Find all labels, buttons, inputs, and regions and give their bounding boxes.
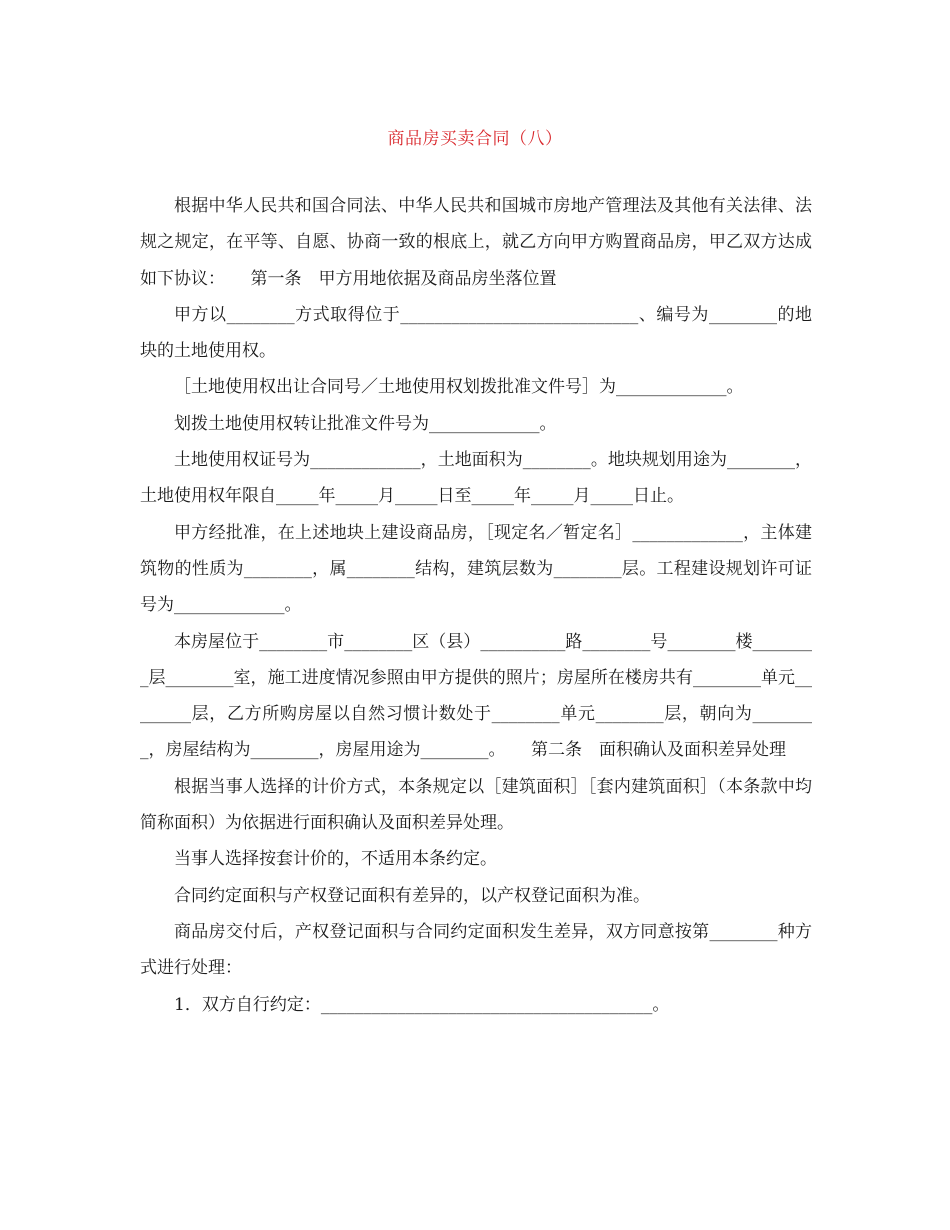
paragraph-land-acquisition: 甲方以________方式取得位于____________________________、编号为________的地块的土地使用权。 [140,304,812,362]
document-title: 商品房买卖合同（八） [387,129,563,149]
paragraph-registered-area: 合同约定面积与产权登记面积有差异的，以产权登记面积为准。 [174,885,650,906]
paragraph-house-location: 本房屋位于________市________区（县）__________路________号________楼________层________室，施工进度情况参照由甲方提供的照片；房屋所在楼房共有________单元________层，乙方所购房屋以自然习惯计数处于________单元________层，朝向为________，房屋结构为________，房屋用途为________。 第二条 面积确认及面积差异处理 [140,631,812,761]
paragraph-construction-approval: 甲方经批准，在上述地块上建设商品房，［现定名／暂定名］_____________，主体建筑物的性质为________，属________结构，建筑层数为________层。工程建设规划许可证号为_____________。 [140,522,812,616]
paragraph-transfer-approval: 划拨土地使用权转让批准文件号为_____________。 [174,413,557,434]
paragraph-per-unit-pricing: 当事人选择按套计价的，不适用本条约定。 [174,849,497,870]
paragraph-preamble: 根据中华人民共和国合同法、中华人民共和国城市房地产管理法及其他有关法律、法规之规定，在平等、自愿、协商一致的根底上，就乙方向甲方购置商品房，甲乙双方达成如下协议： 第一条 甲方用地依据及商品房坐落位置 [140,196,812,289]
paragraph-area-difference: 商品房交付后，产权登记面积与合同约定面积发生差异，双方同意按第________种方式进行处理： [140,921,812,979]
paragraph-land-certificate: 土地使用权证号为_____________，土地面积为________。地块规划用途为________，土地使用权年限自_____年_____月_____日至_____年_____月_____日止。 [140,450,812,507]
paragraph-option-one: 1．双方自行约定：_______________________________________。 [174,994,670,1015]
paragraph-area-basis: 根据当事人选择的计价方式，本条规定以［建筑面积］［套内建筑面积］（本条款中均简称面积）为依据进行面积确认及面积差异处理。 [140,776,812,834]
document-body [140,188,812,1023]
paragraph-land-contract-number: ［土地使用权出让合同号／土地使用权划拨批准文件号］为_____________。 [174,377,744,398]
